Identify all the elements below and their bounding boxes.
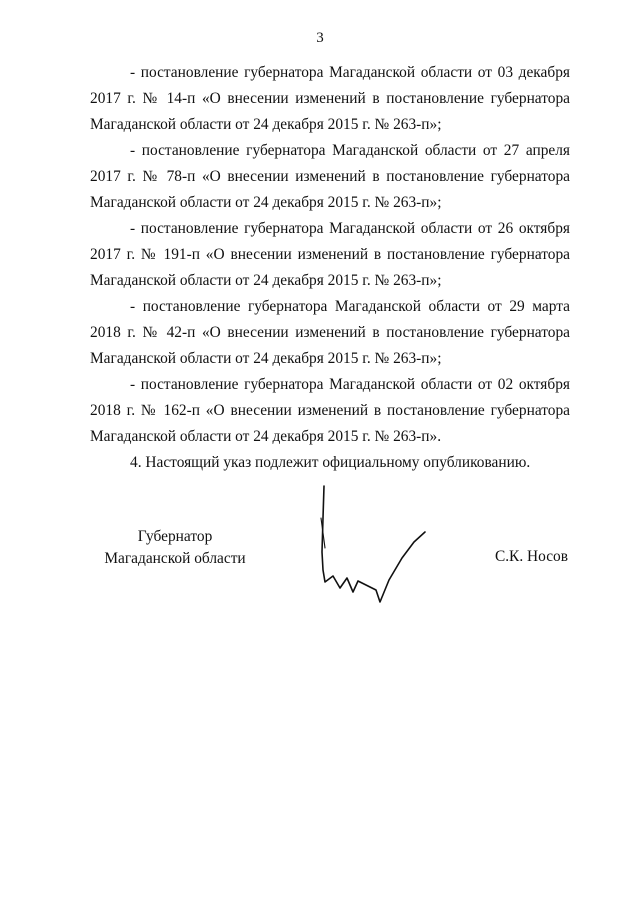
list-item: - постановление губернатора Магаданской области от 02 октября 2018 г. № 162-п «О внесении изменений в постановление губернатора Магаданской области от 24 декабря 2015 г. № 263-п».: [90, 376, 570, 445]
document-body: [90, 60, 570, 476]
signatory-name: С.К. Носов: [494, 548, 568, 565]
signatory-title-line-1: Губернатор: [137, 528, 213, 545]
signatory-title-line-2: Магаданской области: [104, 550, 246, 567]
list-item: - постановление губернатора Магаданской области от 26 октября 2017 г. № 191-п «О внесении изменений в постановление губернатора Магаданской области от 24 декабря 2015 г. № 263-п»;: [90, 220, 570, 289]
page-number: 3: [316, 30, 324, 46]
signatory-title: [90, 526, 260, 570]
list-item: - постановление губернатора Магаданской области от 27 апреля 2017 г. № 78-п «О внесении изменений в постановление губернатора Магаданской области от 24 декабря 2015 г. № 263-п»;: [90, 142, 570, 211]
list-item: - постановление губернатора Магаданской области от 29 марта 2018 г. № 42-п «О внесении изменений в постановление губернатора Магаданской области от 24 декабря 2015 г. № 263-п»;: [90, 298, 570, 367]
list-item: - постановление губернатора Магаданской области от 03 декабря 2017 г. № 14-п «О внесении изменений в постановление губернатора Магаданской области от 24 декабря 2015 г. № 263-п»;: [90, 64, 570, 133]
handwritten-signature: [300, 478, 450, 608]
clause-4: 4. Настоящий указ подлежит официальному опубликованию.: [130, 454, 531, 471]
